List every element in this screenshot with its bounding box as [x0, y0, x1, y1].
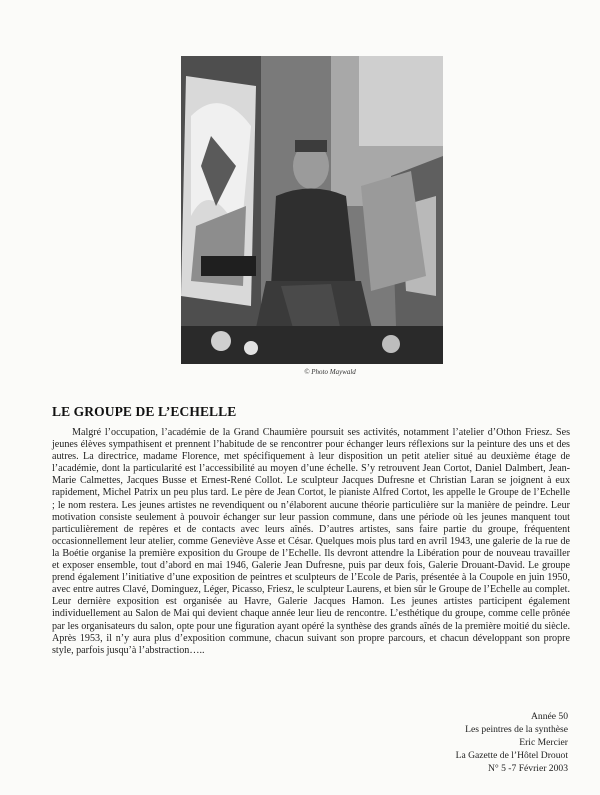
- credit-issue: N° 5 -7 Février 2003: [487, 763, 568, 774]
- article-body-text: Malgré l’occupation, l’académie de la Grand Chaumière poursuit ses activités, notamment l’atelier d’Othon Friesz. Ses jeunes élèves sympathisent et prennent l’habitude de se rencontrer pour échanger leurs réflexions sur la peinture des uns et des autres. La directrice, madame Florence, met spécifiquement à leur disposition un petit atelier situé au deuxième étage de l’académie, dont la particularité est l’accessibilité au moyen d’une échelle. S’y retrouvent Jean Cortot, Daniel Dalmbert, Jean-Marie Calmettes, Jacques Busse et Ernest-René Collot. Le sculpteur Jacques Dufresne et Christian Laran se joignent à eux rapidement, Michel Patrix un peu plus tard. Le père de Jean Cortot, le pianiste Alfred Cortot, les appelle le Groupe de l’Echelle ; le nom restera. Les jeunes artistes ne revendiquent ou n’élaborent aucune théorie particulière sur la manière de peindre. Leur motivation consiste seulement à pouvoir échanger sur leur passion commune, dans une période où les jeunes manquent tout particulièrement de repères et de contacts avec leurs aînés. D’autres artistes, sans faire partie du groupe, fréquentent occasionnellement leur atelier, comme Geneviève Asse et César. Quelques mois plus tard en avril 1943, une galerie de la rue de la Boétie organise la première exposition du Groupe de l’Echelle. Ils devront attendre la Libération pour de nouveau travailler et exposer ensemble, tout d’abord en mai 1946, Galerie Jean Dufresne, puis par deux fois, Galerie Drouant-David. Le groupe prend également l’initiative d’une exposition de peintres et sculpteurs de l’Ecole de Paris, présentée à la Coupole en juin 1950, avec entre autres Clavé, Dominguez, Léger, Picasso, Friesz, le sculpteur Laurens, et bien sûr le Groupe de l’Echelle au complet. Leur dernière exposition est organisée au Havre, Galerie Jacques Hamon. Les jeunes artistes participent également individuellement au Salon de Mai qui devient chaque année leur lieu de rencontre. L’esthétique du groupe, comme celle prônée par les organisateurs du salon, opte pour une figuration ayant opéré la synthèse des grands aînés de la première moitié du siècle. Après 1953, il n’y aura plus d’exposition commune, chacun suivant son propre parcours, et chacun développant son propre style, parfois jusqu’à l’abstraction…..: [52, 427, 570, 656]
- article-body: [52, 427, 570, 657]
- credit-year: Année 50: [530, 711, 568, 722]
- credit-publication: La Gazette de l’Hôtel Drouot: [455, 750, 568, 761]
- credit-author: Eric Mercier: [519, 737, 568, 748]
- photo-caption: © Photo Maywald: [304, 368, 356, 376]
- artist-photo: [181, 56, 443, 364]
- credit-series: Les peintres de la synthèse: [465, 724, 568, 735]
- article-title: LE GROUPE DE L’ECHELLE: [52, 404, 237, 419]
- source-credits: [308, 710, 568, 775]
